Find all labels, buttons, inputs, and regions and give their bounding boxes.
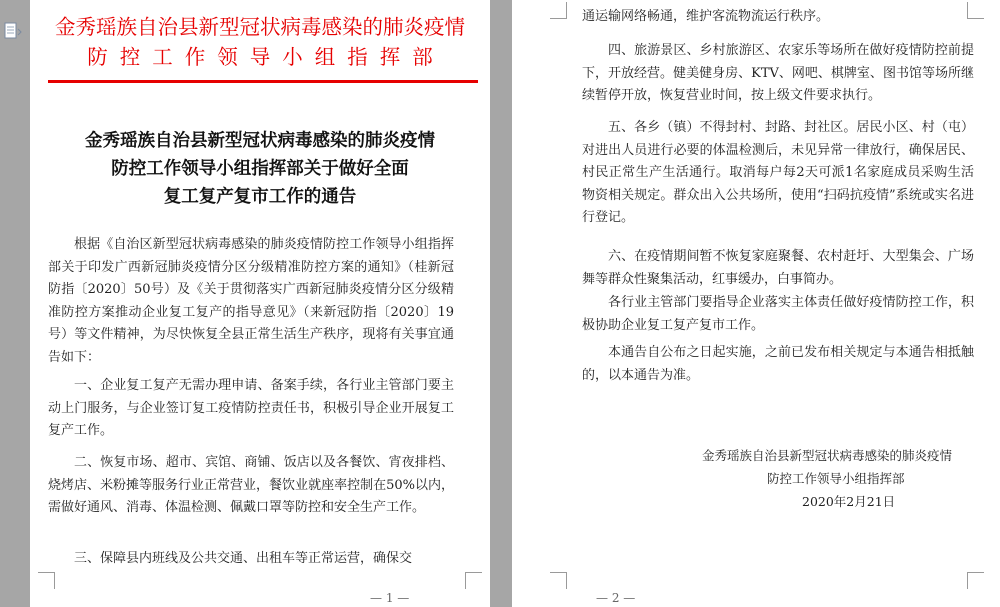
item-3-continued: 通运输网络畅通，维护客流物流运行秩序。 [582, 9, 830, 24]
signature-org-line2: 防控工作领导小组指挥部 [767, 471, 905, 486]
crop-mark [38, 572, 55, 589]
item-5-paragraph: 五、各乡（镇）不得封村、封路、封社区。居民小区、村（屯）对进出人员进行必要的体温检测后，未见异常一律放行，确保居民、村民正常生产生活通行。取消每户每2天可派1名家庭成员采购生活物资相关规定。群众出入公共场所，使用“扫码抗疫情”系统或实名进行登记。 [582, 120, 974, 226]
title-line3: 复工复产复市工作的通告 [163, 187, 357, 207]
document-page-2 [512, 0, 1000, 607]
title-line1: 金秀瑶族自治县新型冠状病毒感染的肺炎疫情 [85, 131, 435, 151]
item-3-paragraph: 三、保障县内班线及公共交通、出租车等正常运营，确保交 [74, 551, 413, 566]
intro-paragraph: 根据《自治区新型冠状病毒感染的肺炎疫情防控工作领导小组指挥部关于印发广西新冠肺炎疫情分区分级精准防控方案的通知》（桂新冠防指〔2020〕50号）及《关于贯彻落实广西新冠肺炎疫情分区分级精准防控方案推动企业复工复产的指导意见》（来新冠防指〔2020〕19号）等文件精神，为尽快恢复全县正常生活生产秩序，现将有关事宜通告如下： [48, 237, 454, 365]
item-1-paragraph: 一、企业复工复产无需办理申请、备案手续，各行业主管部门要主动上门服务，与企业签订复工疫情防控责任书，积极引导企业开展复工复产工作。 [48, 378, 454, 439]
item-6-paragraph: 六、在疫情期间暂不恢复家庭聚餐、农村赶圩、大型集会、广场舞等群众性聚集活动，红事缓办，白事简办。 [582, 249, 974, 287]
crop-mark [550, 572, 567, 589]
crop-mark [550, 2, 567, 19]
crop-mark [465, 572, 482, 589]
paragraph-8: 本通告自公布之日起实施，之前已发布相关规定与本通告相抵触的，以本通告为准。 [582, 345, 974, 383]
paragraph-7: 各行业主管部门要指导企业落实主体责任做好疫情防控工作，积极协助企业复工复产复市工作。 [582, 295, 974, 333]
page-number-2: — 2 — [596, 591, 636, 605]
signature-date: 2020年2月21日 [802, 494, 896, 509]
item-2-paragraph: 二、恢复市场、超市、宾馆、商铺、饭店以及各餐饮、宵夜排档、烧烤店、米粉摊等服务行业正常营业，餐饮业就座率控制在50%以内，需做好通风、消毒、体温检测、佩戴口罩等防控和安全生产工作。 [48, 455, 454, 516]
document-page-1 [30, 0, 490, 607]
title-line2: 防控工作领导小组指挥部关于做好全面 [111, 159, 409, 179]
red-heading-line2: 防控工作领导小组指挥部 [87, 45, 445, 69]
signature-org-line1: 金秀瑶族自治县新型冠状病毒感染的肺炎疫情 [702, 448, 953, 463]
item-4-paragraph: 四、旅游景区、乡村旅游区、农家乐等场所在做好疫情防控前提下，开放经营。健美健身房、KTV、网吧、棋牌室、图书馆等场所继续暂停开放，恢复营业时间，按上级文件要求执行。 [582, 43, 974, 104]
red-heading-line1: 金秀瑶族自治县新型冠状病毒感染的肺炎疫情 [55, 15, 465, 39]
red-divider [48, 80, 478, 83]
crop-mark [967, 572, 984, 589]
page-number-1: — 1 — [370, 591, 410, 605]
document-icon[interactable] [2, 22, 24, 40]
